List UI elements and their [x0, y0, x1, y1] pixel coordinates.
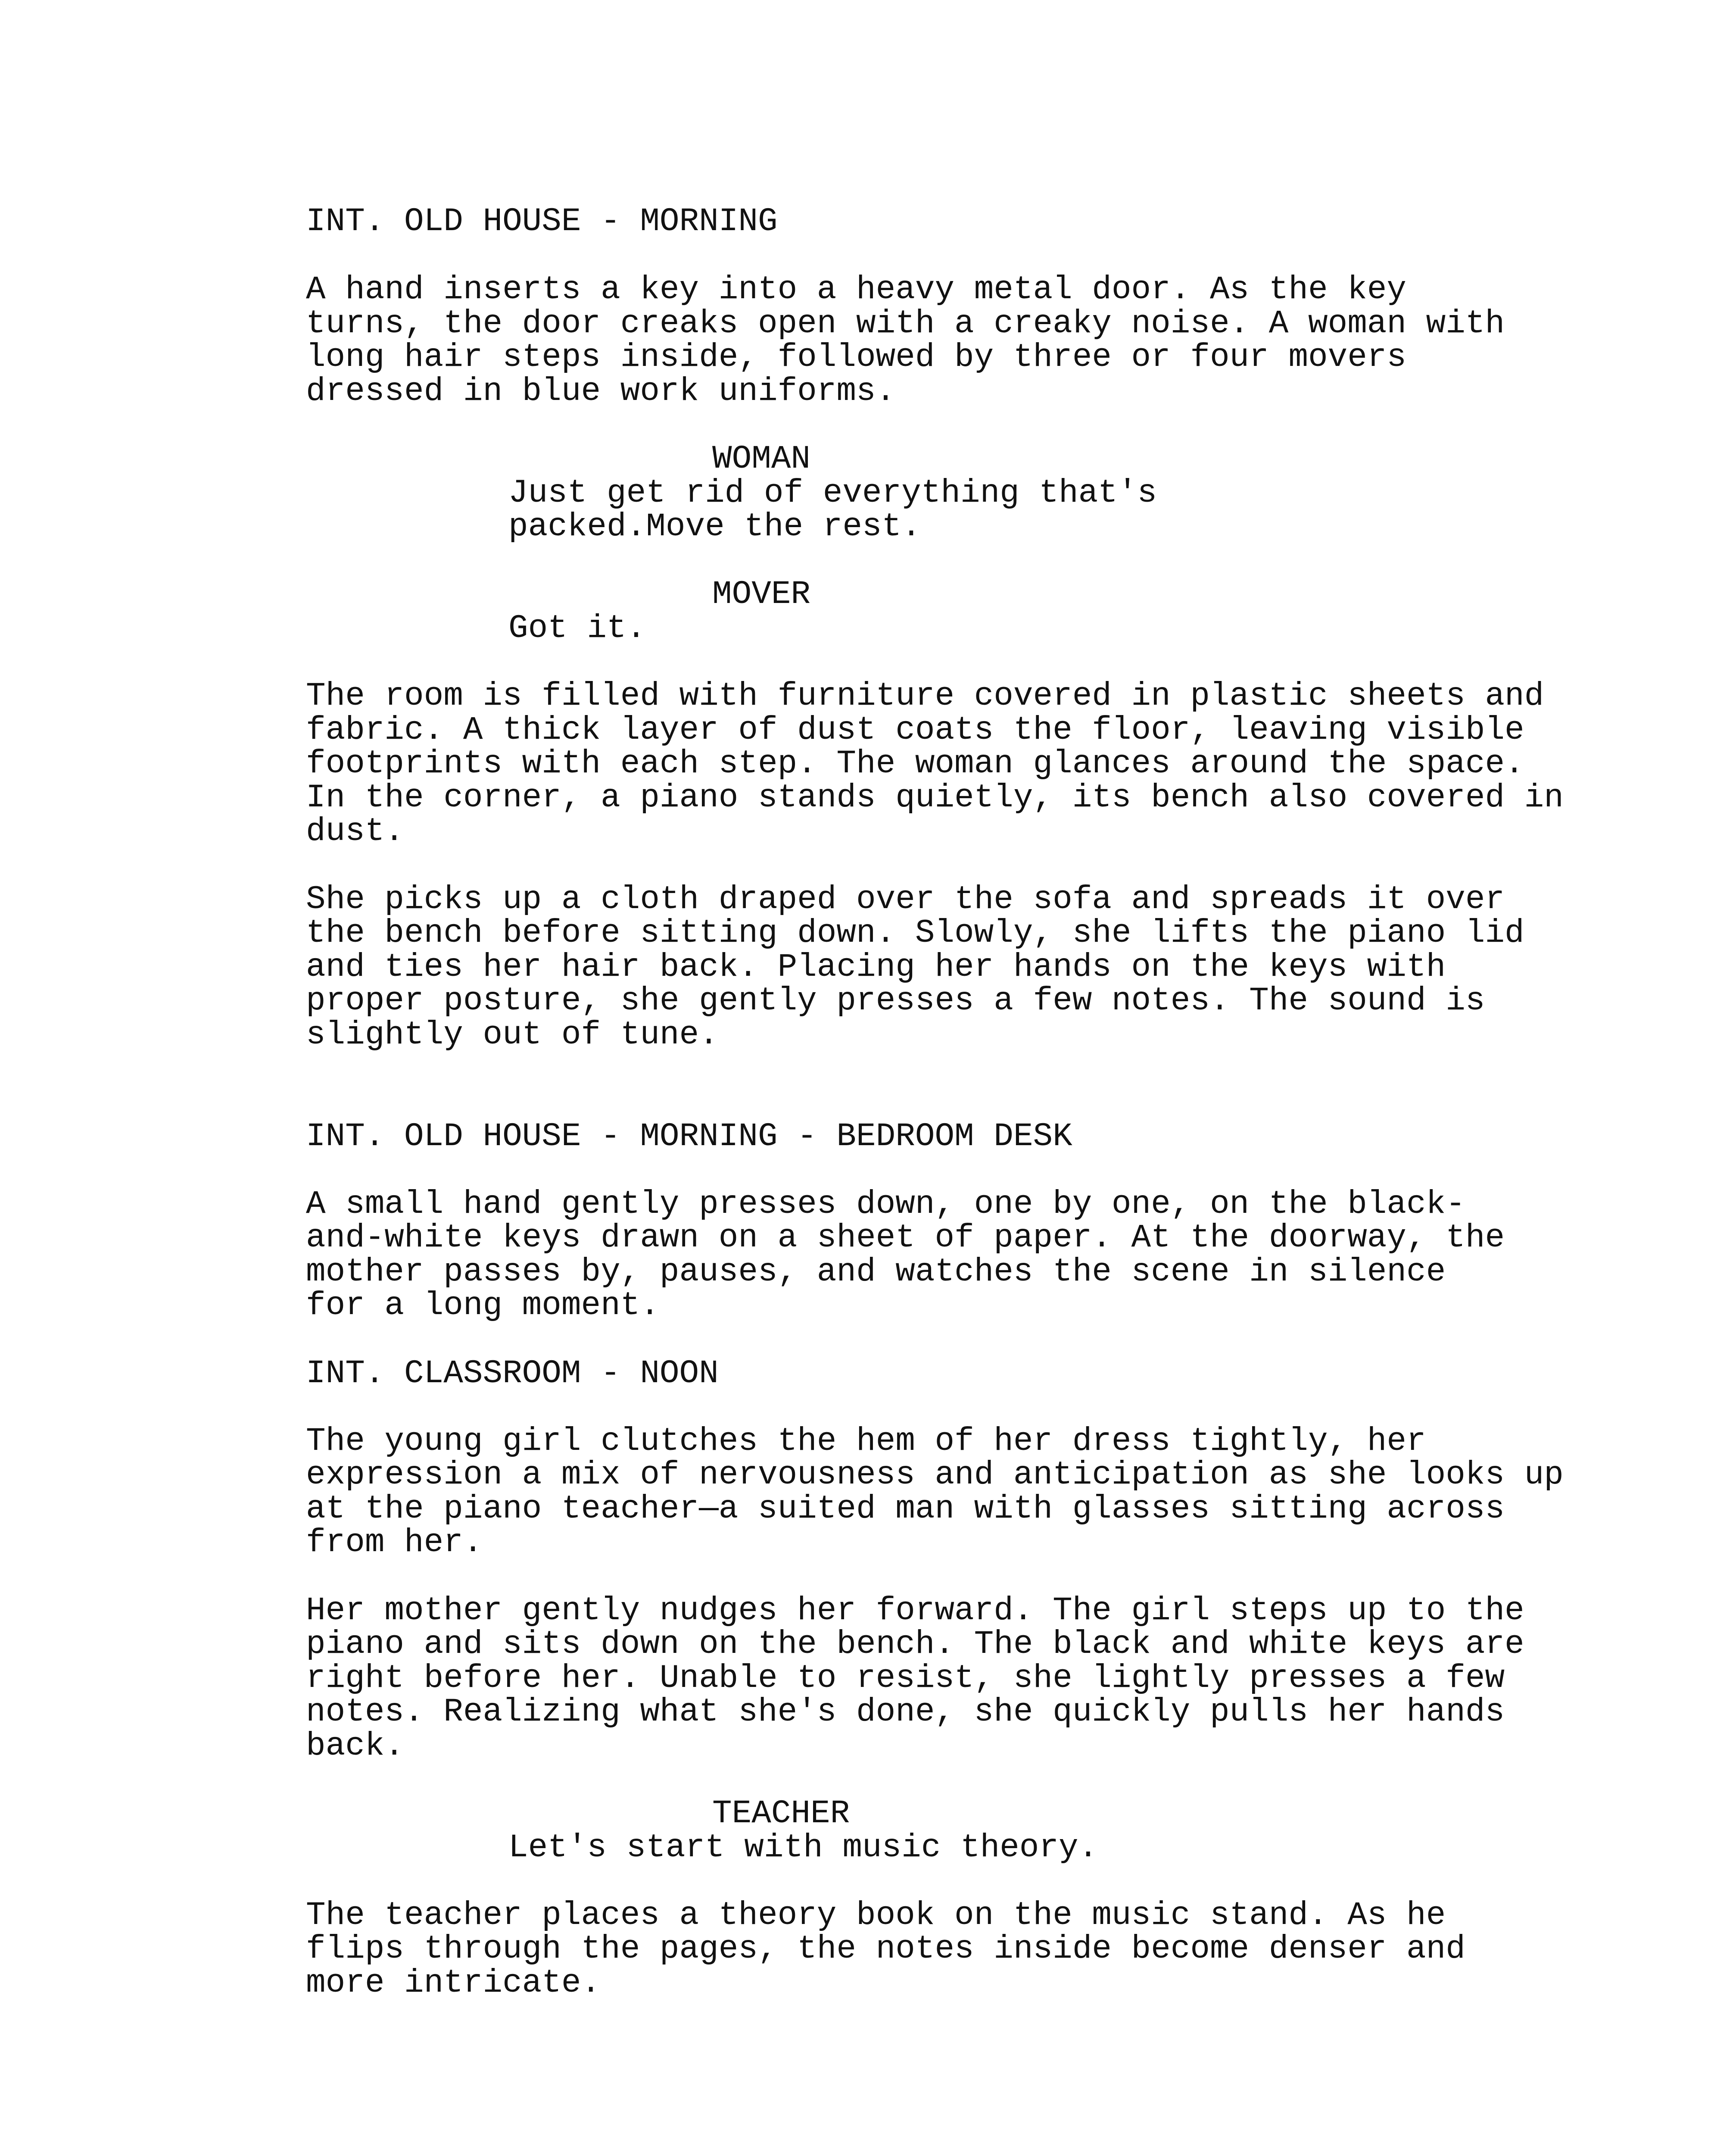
action-line: the bench before sitting down. Slowly, she lifts the piano lid [306, 915, 1524, 952]
dialogue-line: Let's start with music theory. [508, 1829, 1098, 1866]
dialogue-line: Got it. [508, 610, 646, 647]
action-line: back. [306, 1727, 405, 1765]
action-line: A hand inserts a key into a heavy metal door. As the key [306, 271, 1407, 308]
action-line: piano and sits down on the bench. The black and white keys are [306, 1626, 1524, 1663]
action-line: In the corner, a piano stands quietly, its bench also covered in [306, 779, 1564, 816]
action-line: right before her. Unable to resist, she lightly presses a few [306, 1660, 1505, 1697]
action-line: more intricate. [306, 1964, 601, 2002]
action-line: slightly out of tune. [306, 1016, 719, 1053]
action-line: long hair steps inside, followed by three or four movers [306, 339, 1407, 376]
action-line: mother passes by, pauses, and watches the scene in silence [306, 1253, 1446, 1290]
dialogue-line: packed.Move the rest. [508, 508, 921, 545]
action-line: The young girl clutches the hem of her dress tightly, her [306, 1423, 1426, 1460]
character-cue: TEACHER [712, 1795, 850, 1832]
action-line: and ties her hair back. Placing her hands on the keys with [306, 949, 1446, 986]
dialogue-line: Just get rid of everything that's [508, 475, 1157, 512]
action-line: A small hand gently presses down, one by one, on the black- [306, 1186, 1465, 1223]
action-line: fabric. A thick layer of dust coats the floor, leaving visible [306, 712, 1524, 749]
action-line: The teacher places a theory book on the music stand. As he [306, 1897, 1446, 1934]
action-line: turns, the door creaks open with a creaky noise. A woman with [306, 305, 1505, 342]
action-line: Her mother gently nudges her forward. The girl steps up to the [306, 1592, 1524, 1629]
action-line: proper posture, she gently presses a few notes. The sound is [306, 982, 1485, 1019]
action-line: and-white keys drawn on a sheet of paper. At the doorway, the [306, 1219, 1505, 1256]
action-line: dust. [306, 813, 405, 850]
action-line: dressed in blue work uniforms. [306, 373, 896, 410]
action-line: expression a mix of nervousness and anticipation as she looks up [306, 1456, 1564, 1493]
action-line: at the piano teacher—a suited man with glasses sitting across [306, 1490, 1505, 1527]
scene-heading: INT. OLD HOUSE - MORNING - BEDROOM DESK [306, 1118, 1072, 1155]
scene-heading: INT. CLASSROOM - NOON [306, 1355, 719, 1392]
action-line: notes. Realizing what she's done, she quickly pulls her hands [306, 1693, 1505, 1730]
action-line: from her. [306, 1524, 483, 1561]
scene-heading: INT. OLD HOUSE - MORNING [306, 203, 778, 240]
character-cue: WOMAN [712, 440, 811, 478]
action-line: footprints with each step. The woman glances around the space. [306, 745, 1524, 782]
action-line: flips through the pages, the notes inside become denser and [306, 1930, 1465, 1968]
action-line: for a long moment. [306, 1287, 660, 1324]
action-line: The room is filled with furniture covered in plastic sheets and [306, 678, 1544, 715]
character-cue: MOVER [712, 576, 811, 613]
action-line: She picks up a cloth draped over the sofa and spreads it over [306, 881, 1505, 918]
